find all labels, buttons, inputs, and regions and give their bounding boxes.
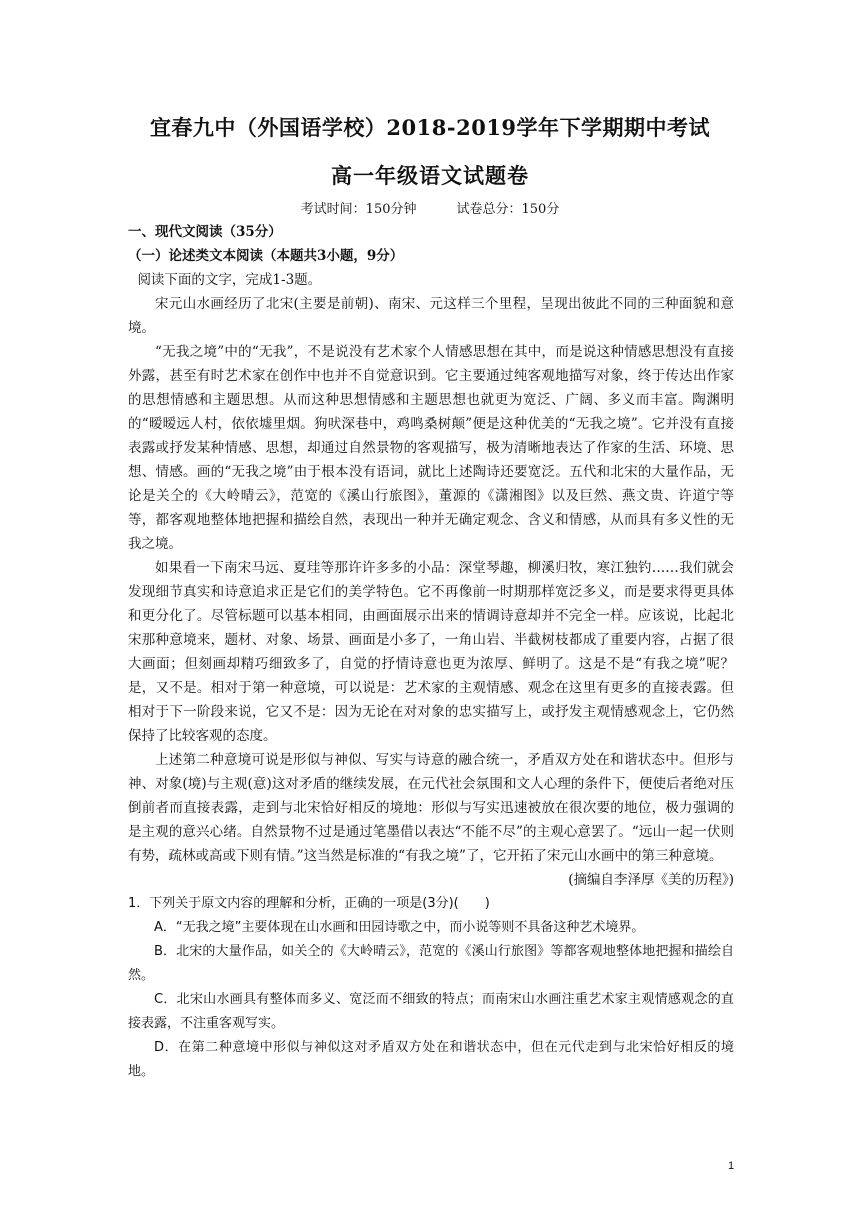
passage-paragraph: 宋元山水画经历了北宋(主要是前朝)、南宋、元这样三个里程，呈现出彼此不同的三种面貌和意境。 [128,296,734,336]
passage-paragraph: 上述第二种意境可说是形似与神似、写实与诗意的融合统一，矛盾双方处在和谐状态中。但形与神、对象(境)与主观(意)这对矛盾的继续发展，在元代社会氛围和文人心理的条件下，便使后者绝对压倒前者而直接表露，走到与北宋恰好相反的境地：形似与写实迅速被放在很次要的地位，极力强调的是主观的意兴心绪。自然景物不过是通过笔墨借以表达“不能不尽”的主观心意罢了。“远山一起一伏则有势，疏林或高或下则有情。”这当然是标准的“有我之境”了，它开拓了宋元山水画中的第三种意境。 [128,752,734,864]
section-subheading: （一）论述类文本阅读（本题共3小题，9分） [128,248,404,264]
exam-time: 考试时间：150分钟 [300,202,417,217]
exam-content [128,220,734,1084]
option-a: A．“无我之境”主要体现在山水画和田园诗歌之中，而小说等则不具备这种艺术境界。 [154,920,645,935]
passage-source: (摘编自李泽厚《美的历程》) [568,872,734,888]
section-heading: 一、现代文阅读（35分） [128,224,282,240]
page-number: 1 [728,1160,735,1172]
option-b: B．北宋的大量作品，如关仝的《大岭晴云》，范宽的《溪山行旅图》等都客观地整体地把握和描绘自然。 [128,944,734,983]
total-score: 试卷总分：150分 [456,202,560,217]
passage-paragraph: “无我之境”中的“无我”，不是说没有艺术家个人情感思想在其中，而是说这种情感思想没有直接外露，甚至有时艺术家在创作中也并不自觉意识到。它主要通过纯客观地描写对象，终于传达出作家的思想情感和主题思想。从而这种思想情感和主题思想也就更为宽泛、广阔、多义而丰富。陶渊明的“暧暧远人村，依依墟里烟。狗吠深巷中，鸡鸣桑树颠”便是这种优美的“无我之境”。它并没有直接表露或抒发某种情感、思想，却通过自然景物的客观描写，极为清晰地表达了作家的生活、环境、思想、情感。画的“无我之境”由于根本没有语词，就比上述陶诗还要宽泛。五代和北宋的大量作品，无论是关仝的《大岭晴云》，范宽的《溪山行旅图》，董源的《潇湘图》以及巨然、燕文贵、许道宁等等，都客观地整体地把握和描绘自然，表现出一种并无确定观念、含义和情感，从而具有多义性的无我之境。 [128,344,734,552]
reading-instruction: 阅读下面的文字，完成1-3题。 [137,272,322,288]
passage-paragraph: 如果看一下南宋马远、夏珪等那许许多多的小品：深堂琴趣，柳溪归牧，寒江独钓……我们就会发现细节真实和诗意追求正是它们的美学特色。它不再像前一时期那样宽泛多义，而是要求得更具体和更分化了。尽管标题可以基本相同，由画面展示出来的情调诗意却并不完全一样。应该说，比起北宋那种意境来，题材、对象、场景、画面是小多了，一角山岩、半截树枝都成了重要内容，占据了很大画面；但刻画却精巧细致多了，自觉的抒情诗意也更为浓厚、鲜明了。这是不是“有我之境”呢？是，又不是。相对于第一种意境，可以说是：艺术家的主观情感、观念在这里有更多的直接表露。但相对于下一阶段来说，它又不是：因为无论在对对象的忠实描写上，或抒发主观情感观念上，它仍然保持了比较客观的态度。 [128,560,734,744]
exam-subtitle: 高一年级语文试题卷 [331,163,529,188]
option-c: C．北宋山水画具有整体而多义、宽泛而不细致的特点；而南宋山水画注重艺术家主观情感观念的直接表露，不注重客观写实。 [128,992,734,1031]
question-stem: 1．下列关于原文内容的理解和分析，正确的一项是(3分)( ) [128,896,490,911]
exam-meta [0,198,860,217]
exam-title: 宜春九中（外国语学校）2018-2019学年下学期期中考试 [149,115,711,140]
option-d: D．在第二种意境中形似与神似这对矛盾双方处在和谐状态中，但在元代走到与北宋恰好相反的境地。 [128,1040,734,1079]
